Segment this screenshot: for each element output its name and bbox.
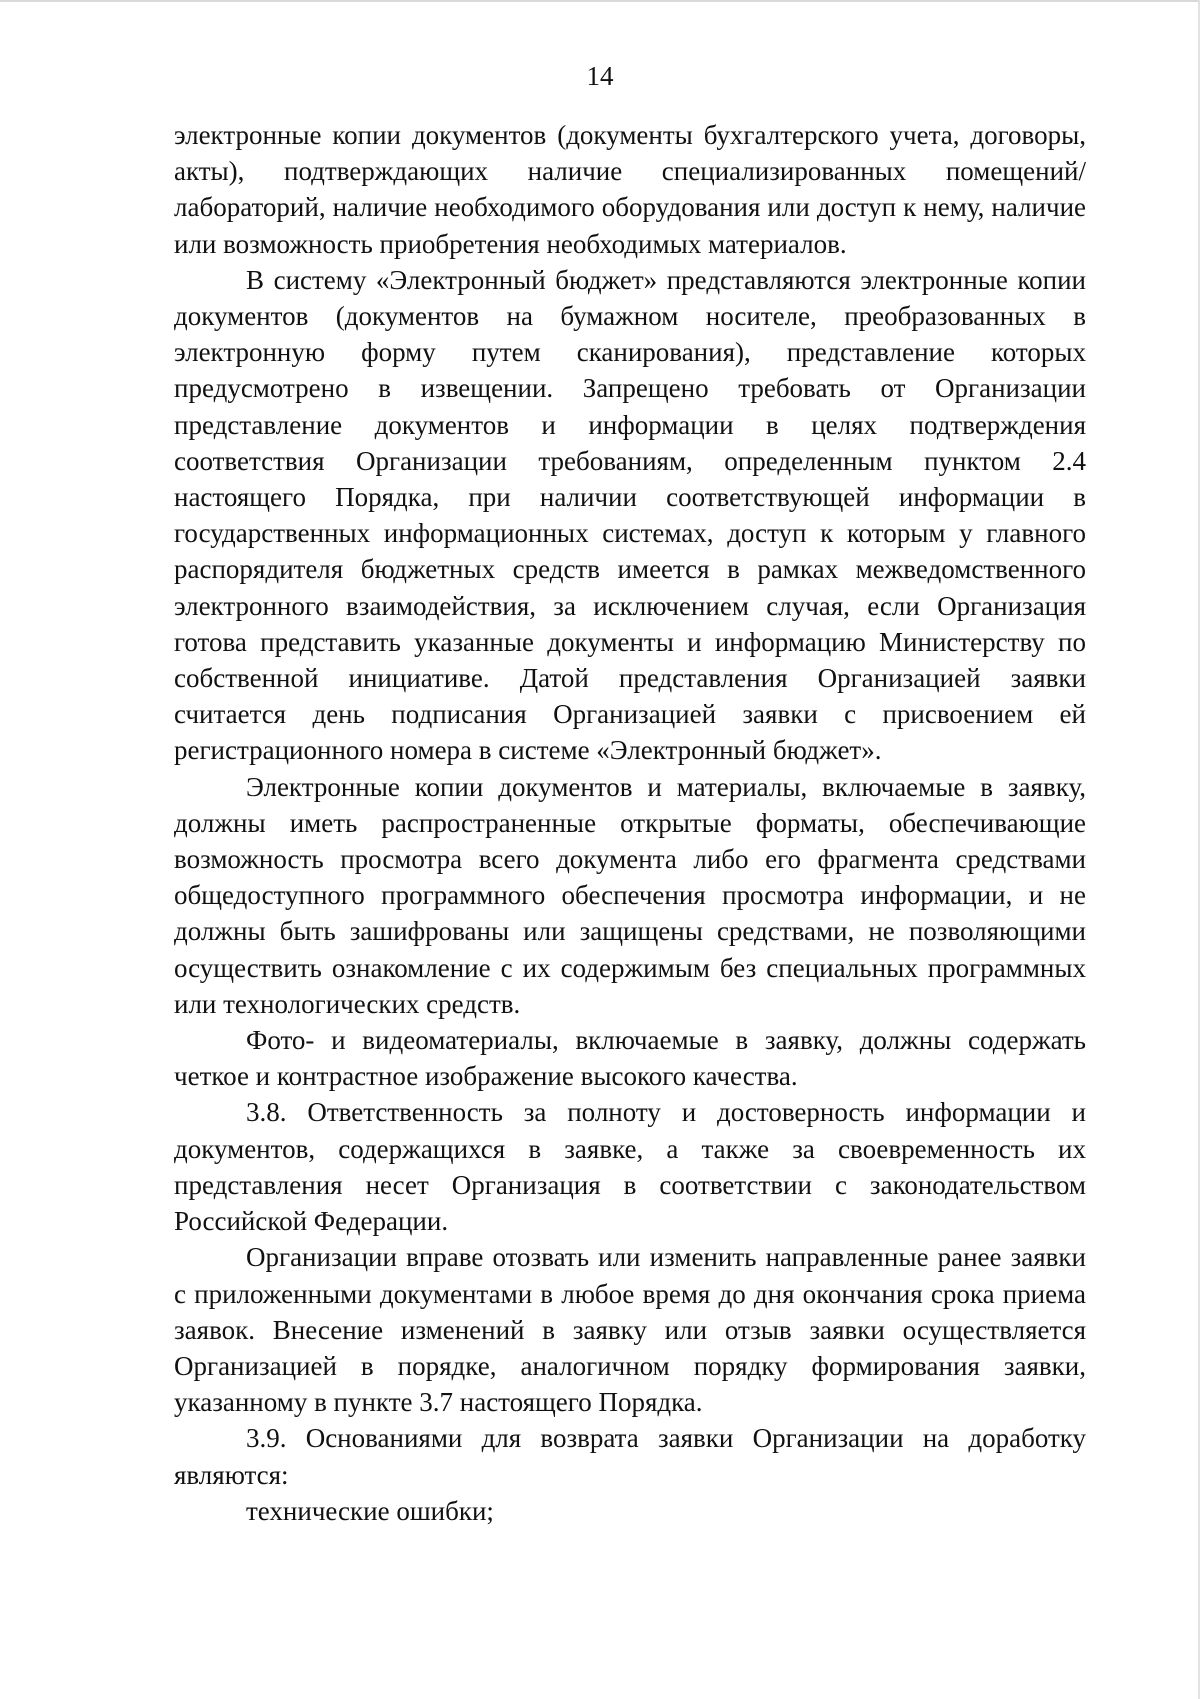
document-body	[174, 117, 1086, 1529]
paragraph-photo-video: Фото- и видеоматериалы, включаемые в заявку, должны содержать четкое и контрастное изображение высокого качества.	[174, 1025, 1086, 1092]
scan-edge-top	[0, 0, 1200, 2]
paragraph-clause-3-8: 3.8. Ответственность за полноту и достоверность информации и документов, содержащихся в заявке, а также за своевременность их представления несет Организация в соответствии с законодательством Российской Федерации.	[174, 1097, 1086, 1237]
paragraph-file-formats: Электронные копии документов и материалы, включаемые в заявку, должны иметь распространенные открытые форматы, обеспечивающие возможность просмотра всего документа либо его фрагмента средствами общедоступного программного обеспечения просмотра информации, и не должны быть зашифрованы или защищены средствами, не позволяющими осуществить ознакомление с их содержимым без специальных программных или технологических средств.	[174, 771, 1086, 1019]
paragraph-clause-3-9: 3.9. Основаниями для возврата заявки Организации на доработку являются:	[174, 1423, 1086, 1490]
paragraph-electronic-budget-submission: В систему «Электронный бюджет» представляются электронные копии документов (документов на бумажном носителе, преобразованных в электронную форму путем сканирования), представление которых предусмотрено в извещении. Запрещено требовать от Организации представление документов и информации в целях подтверждения соответствия Организации требованиям, определенным пунктом 2.4 настоящего Порядка, при наличии соответствующей информации в государственных информационных системах, доступ к которым у главного распорядителя бюджетных средств имеется в рамках межведомственного электронного взаимодействия, за исключением случая, если Организация готова представить указанные документы и информацию Министерству по собственной инициативе. Датой представления Организацией заявки считается день подписания Организацией заявки с присвоением ей регистрационного номера в системе «Электронный бюджет».	[174, 264, 1086, 766]
paragraph-withdraw-application: Организации вправе отозвать или изменить направленные ранее заявки с приложенными документами в любое время до дня окончания срока приема заявок. Внесение изменений в заявку или отзыв заявки осуществляется Организацией в порядке, аналогичном порядку формирования заявки, указанному в пункте 3.7 настоящего Порядка.	[174, 1242, 1086, 1418]
paragraph-electronic-copies-list: электронные копии документов (документы бухгалтерского учета, договоры, акты), подтверждающих наличие специализированных помещений/лабораторий, наличие необходимого оборудования или доступ к нему, наличие или возможность приобретения необходимых материалов.	[174, 120, 1086, 259]
paragraph-technical-errors: технические ошибки;	[246, 1495, 494, 1526]
page-number: 14	[586, 61, 614, 91]
